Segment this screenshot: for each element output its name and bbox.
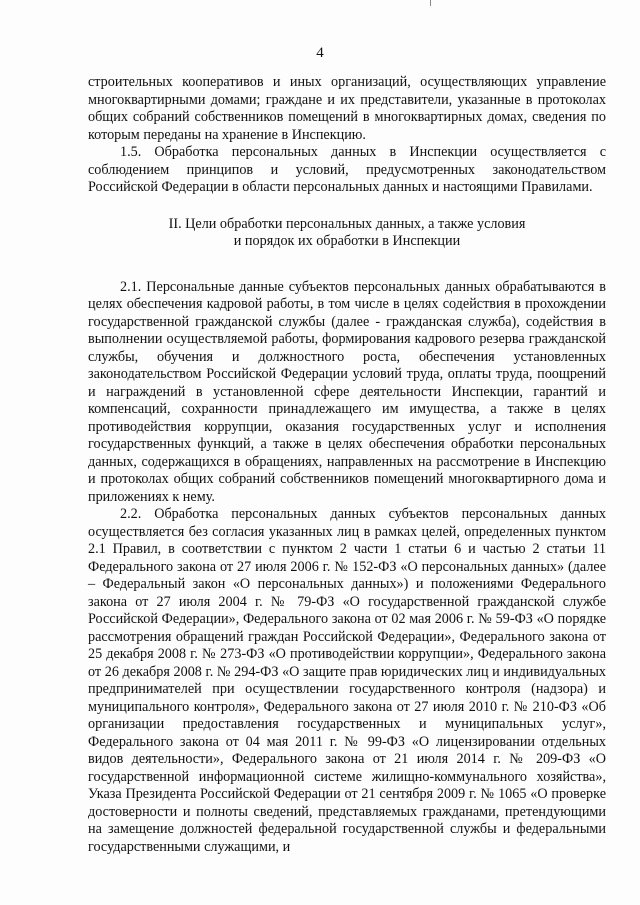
document-body (88, 74, 606, 856)
scan-mark (430, 0, 431, 6)
paragraph-1-5: 1.5. Обработка персональных данных в Инспекции осуществляется с соблюдением принципов и условий, предусмотренных законодательством Российской Федерации в области персональных данных и настоящими Правилами. (88, 144, 606, 195)
section-heading-line-2: и порядок их обработки в Инспекции (233, 233, 461, 249)
page-number: 4 (316, 45, 324, 61)
paragraph-2-2: 2.2. Обработка персональных данных субъектов персональных данных осуществляется без согласия указанных лиц в рамках целей, определенных пунктом 2.1 Правил, в соответствии с пунктом 2 части 1 статьи 6 и частью 2 статьи 11 Федерального закона от 27 июля 2006 г. № 152-ФЗ «О персональных данных» (далее – Федеральный закон «О персональных данных») и положениями Федерального закона от 27 июля 2004 г. № 79-ФЗ «О государственной гражданской службе Российской Федерации», Федерального закона от 02 мая 2006 г. № 59-ФЗ «О порядке рассмотрения обращений граждан Российской Федерации», Федерального закона от 25 декабря 2008 г. № 273-ФЗ «О противодействии коррупции», Федерального закона от 26 декабря 2008 г. № 294-ФЗ «О защите прав юридических лиц и индивидуальных предпринимателей при осуществлении государственного контроля (надзора) и муниципального контроля», Федерального закона от 27 июля 2010 г. № 210-ФЗ «Об организации предоставления государственных и муниципальных услуг», Федерального закона от 04 мая 2011 г. № 99-ФЗ «О лицензировании отдельных видов деятельности», Федерального закона от 21 июля 2014 г. № 209-ФЗ «О государственной информационной системе жилищно-коммунального хозяйства», Указа Президента Российской Федерации от 21 сентября 2009 г. № 1065 «О проверке достоверности и полноты сведений, представляемых гражданами, претендующими на замещение должностей федеральной государственной службы и федеральными государственными служащими, и (88, 506, 606, 855)
paragraph-continuation: строительных кооперативов и иных организаций, осуществляющих управление многоквартирными домами; граждане и их представители, указанные в протоколах общих собраний собственников помещений в многоквартирных домах, сведения по которым переданы на хранение в Инспекцию. (88, 74, 606, 143)
section-heading-line-1: II. Цели обработки персональных данных, а также условия (168, 215, 526, 232)
section-heading (88, 216, 606, 251)
paragraph-2-1: 2.1. Персональные данные субъектов персональных данных обрабатываются в целях обеспечения кадровой работы, в том числе в целях содействия в прохождении государственной гражданской службы (далее - гражданская служба), содействия в выполнении осуществляемой работы, формирования кадрового резерва гражданской службы, обучения и должностного роста, обеспечения установленных законодательством Российской Федерации условий труда, оплаты труда, поощрений и награждений в установленной сфере деятельности Инспекции, гарантий и компенсаций, сохранности принадлежащего им имущества, а также в целях противодействия коррупции, оказания государственных услуг и исполнения государственных функций, а также в целях обеспечения обработки персональных данных, содержащихся в обращениях, направленных на рассмотрение в Инспекцию и протоколах общих собраний собственников помещений многоквартирного дома и приложениях к нему. (88, 278, 606, 505)
